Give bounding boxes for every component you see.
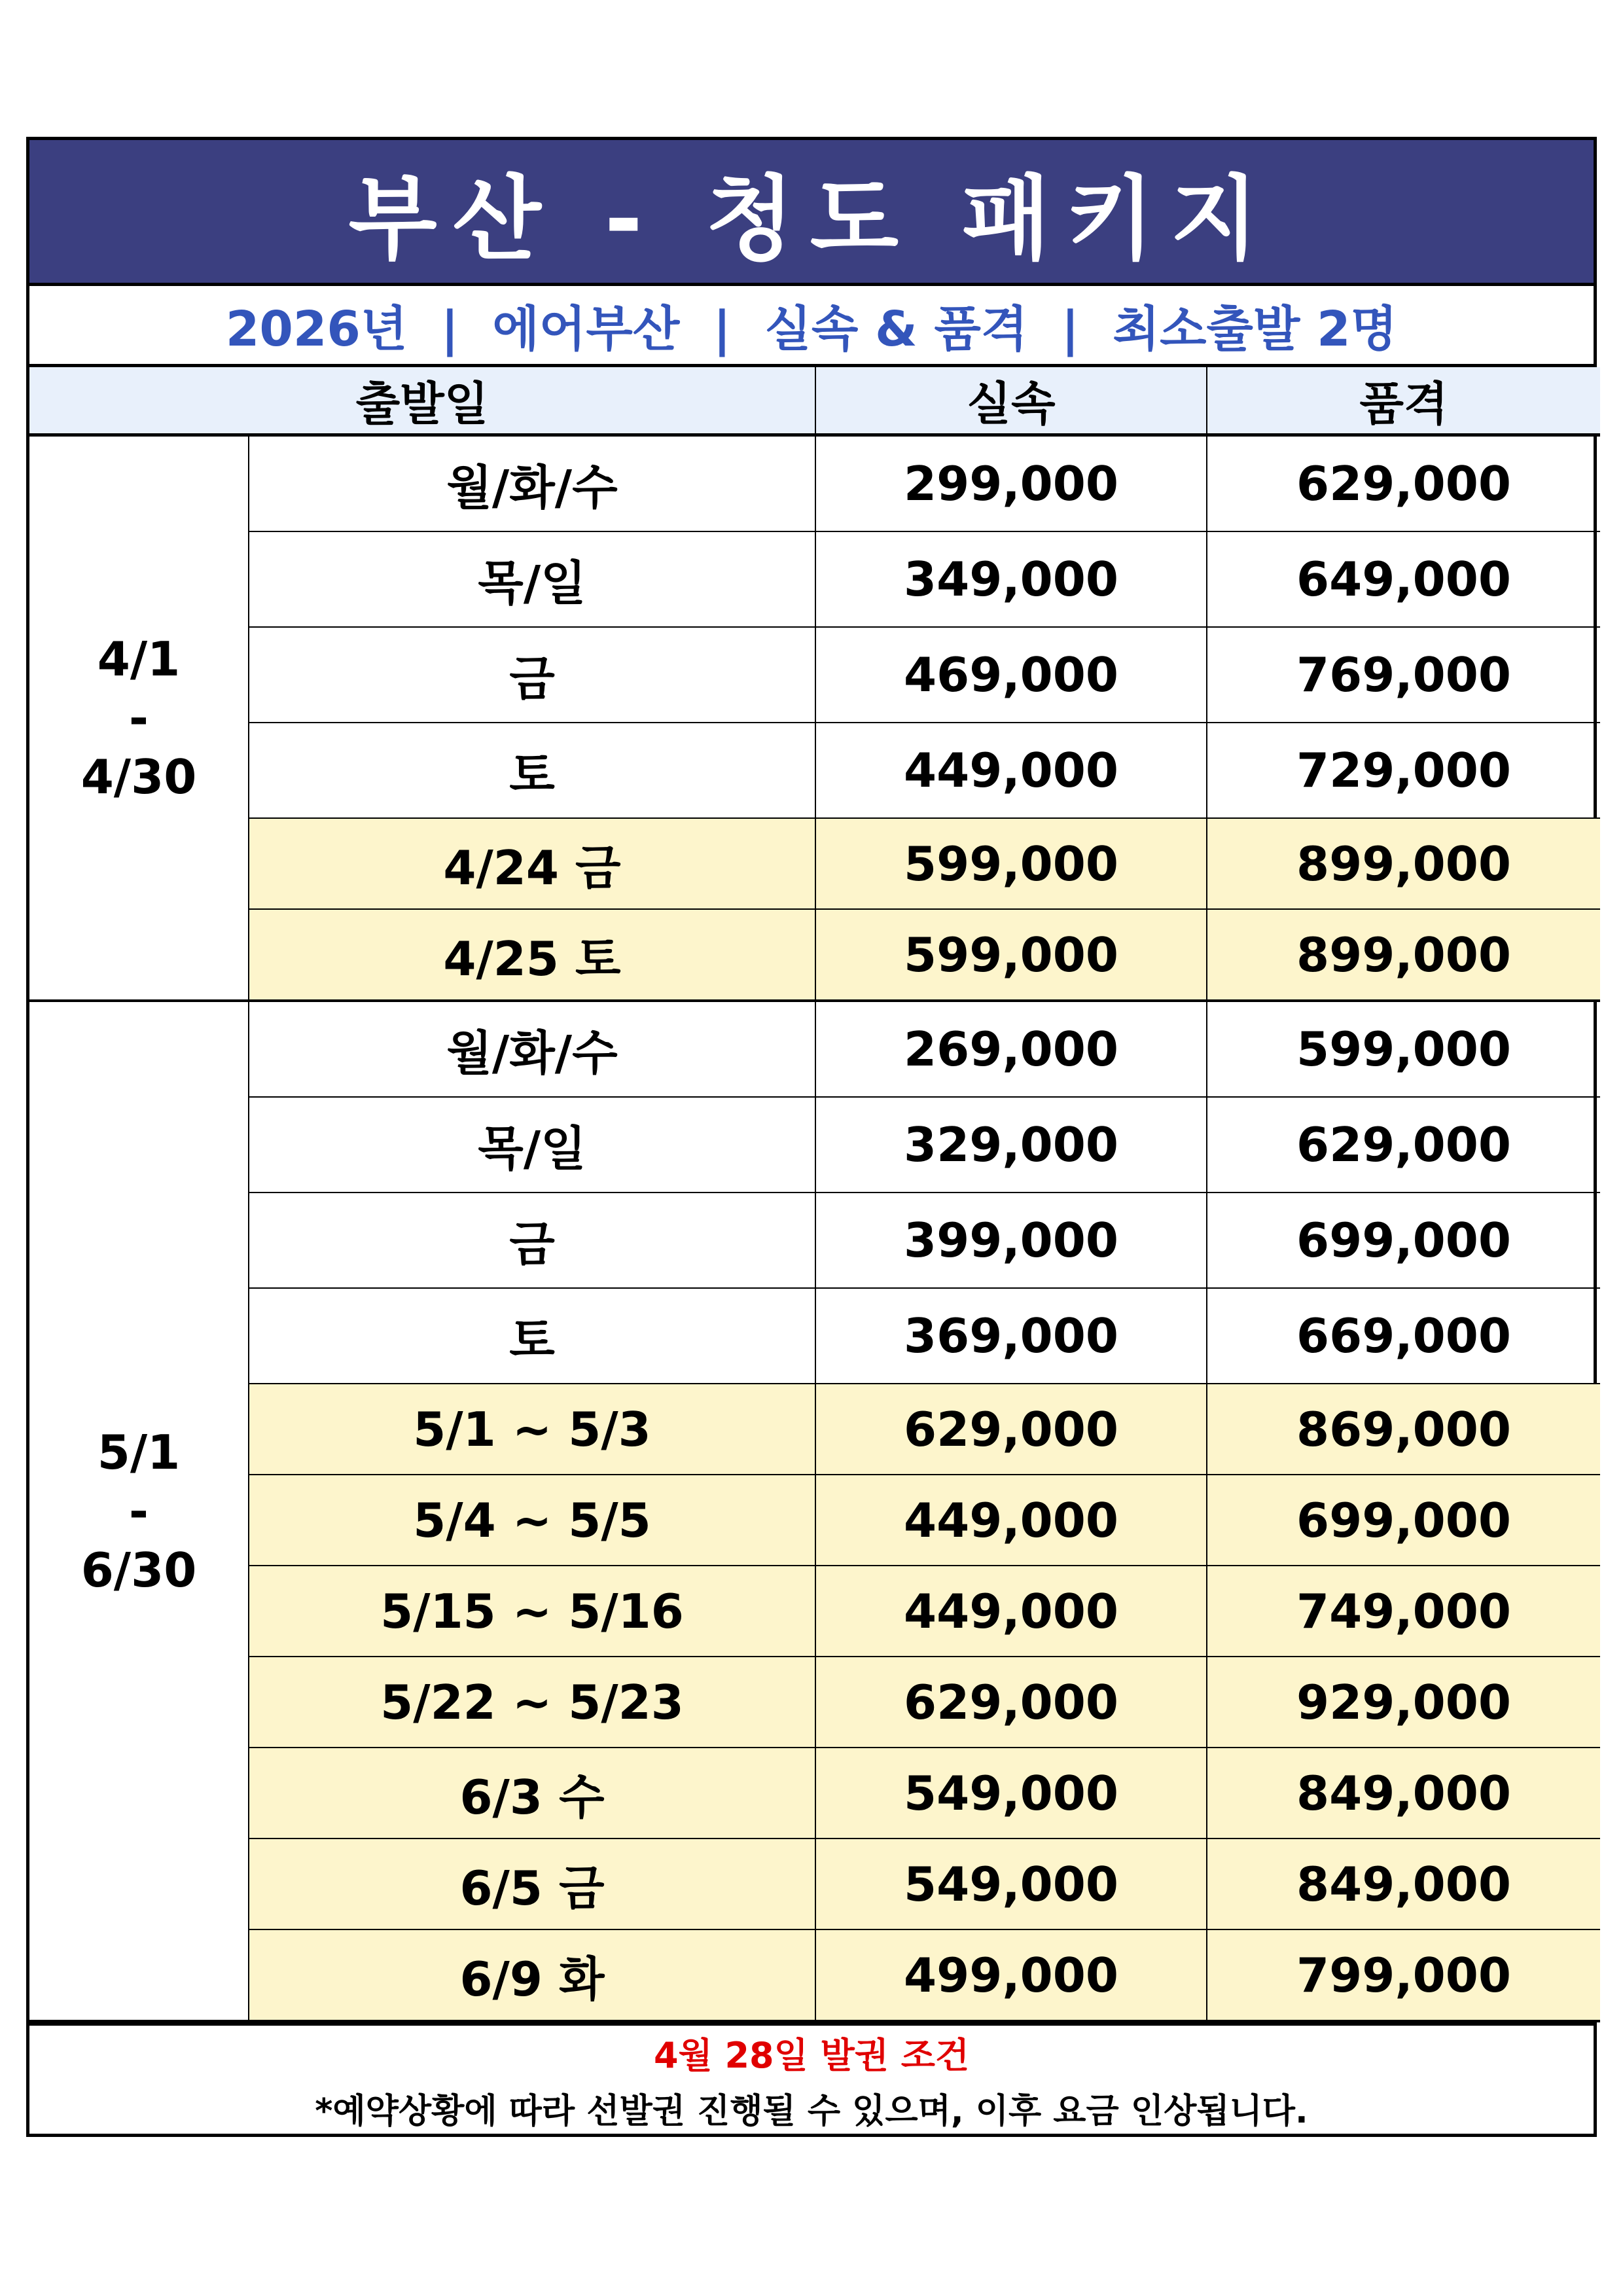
premium-price-cell: 899,000 [1207,909,1600,1001]
departure-day-cell: 월/화/수 [249,1001,815,1097]
premium-price-cell: 629,000 [1207,1097,1600,1193]
standard-price-cell: 449,000 [815,1566,1207,1657]
period-end: 4/30 [80,749,197,804]
departure-day-cell: 목/일 [249,531,815,627]
period-cell [29,435,249,1001]
standard-price-cell: 349,000 [815,531,1207,627]
table-row [29,1748,1600,1839]
standard-price-cell: 599,000 [815,909,1207,1001]
departure-day-cell: 목/일 [249,1097,815,1193]
table-row [29,1566,1600,1657]
premium-price-cell: 849,000 [1207,1839,1600,1929]
standard-price-cell: 449,000 [815,723,1207,818]
standard-price-cell: 599,000 [815,818,1207,909]
standard-price-cell: 299,000 [815,435,1207,532]
period-cell [29,1001,249,2021]
period-sep: - [129,691,149,745]
departure-day-cell: 5/15 ~ 5/16 [249,1566,815,1657]
premium-price-cell: 769,000 [1207,627,1600,723]
departure-day-cell: 토 [249,723,815,818]
period-end: 6/30 [80,1542,197,1598]
price-sheet [26,137,1597,2137]
table-header [29,367,1600,435]
table-row [29,1288,1600,1384]
premium-price-cell: 669,000 [1207,1288,1600,1384]
premium-price-cell: 799,000 [1207,1929,1600,2021]
departure-day-cell: 금 [249,627,815,723]
ticketing-condition: 4월 28일 발권 조건 [653,2034,970,2076]
table-row [29,1475,1600,1566]
table-row [29,435,1600,532]
table-row [29,909,1600,1001]
footer-note: *예약상황에 따라 선발권 진행될 수 있으며, 이후 요금 인상됩니다. [315,2091,1308,2131]
premium-price-cell: 929,000 [1207,1657,1600,1748]
table-row [29,1839,1600,1929]
departure-day-cell: 5/22 ~ 5/23 [249,1657,815,1748]
table-row [29,1193,1600,1288]
standard-price-cell: 369,000 [815,1288,1207,1384]
premium-price-cell: 699,000 [1207,1193,1600,1288]
premium-price-cell: 899,000 [1207,818,1600,909]
departure-day-cell: 토 [249,1288,815,1384]
standard-price-cell: 499,000 [815,1929,1207,2021]
table-row [29,1097,1600,1193]
subtitle: 2026년 | 에어부산 | 실속 & 품격 | 최소출발 2명 [29,286,1594,367]
premium-price-cell: 699,000 [1207,1475,1600,1566]
premium-price-cell: 849,000 [1207,1748,1600,1839]
premium-price-cell: 649,000 [1207,531,1600,627]
standard-price-cell: 269,000 [815,1001,1207,1097]
standard-price-cell: 629,000 [815,1384,1207,1475]
premium-price-cell: 869,000 [1207,1384,1600,1475]
departure-day-cell: 6/3 수 [249,1748,815,1839]
departure-day-cell: 6/5 금 [249,1839,815,1929]
standard-price-cell: 549,000 [815,1839,1207,1929]
table-row [29,531,1600,627]
standard-price-cell: 329,000 [815,1097,1207,1193]
departure-day-cell: 4/25 토 [249,909,815,1001]
standard-price-cell: 469,000 [815,627,1207,723]
header-date: 출발일 [29,367,815,435]
header-premium: 품격 [1207,367,1600,435]
table-row [29,723,1600,818]
period-start: 5/1 [97,1424,181,1480]
departure-day-cell: 6/9 화 [249,1929,815,2021]
price-table [29,367,1600,2022]
premium-price-cell: 629,000 [1207,435,1600,532]
period-start: 4/1 [97,632,181,687]
table-row [29,1929,1600,2021]
standard-price-cell: 449,000 [815,1475,1207,1566]
standard-price-cell: 399,000 [815,1193,1207,1288]
page-title: 부산 - 청도 패키지 [29,140,1594,286]
table-row [29,627,1600,723]
departure-day-cell: 5/1 ~ 5/3 [249,1384,815,1475]
standard-price-cell: 549,000 [815,1748,1207,1839]
table-row [29,818,1600,909]
period-sep: - [129,1483,149,1539]
standard-price-cell: 629,000 [815,1657,1207,1748]
departure-day-cell: 5/4 ~ 5/5 [249,1475,815,1566]
table-row [29,1384,1600,1475]
table-row [29,1001,1600,1097]
premium-price-cell: 749,000 [1207,1566,1600,1657]
departure-day-cell: 금 [249,1193,815,1288]
table-row [29,1657,1600,1748]
departure-day-cell: 월/화/수 [249,435,815,532]
footer-notes [29,2022,1594,2134]
premium-price-cell: 729,000 [1207,723,1600,818]
header-standard: 실속 [815,367,1207,435]
premium-price-cell: 599,000 [1207,1001,1600,1097]
departure-day-cell: 4/24 금 [249,818,815,909]
